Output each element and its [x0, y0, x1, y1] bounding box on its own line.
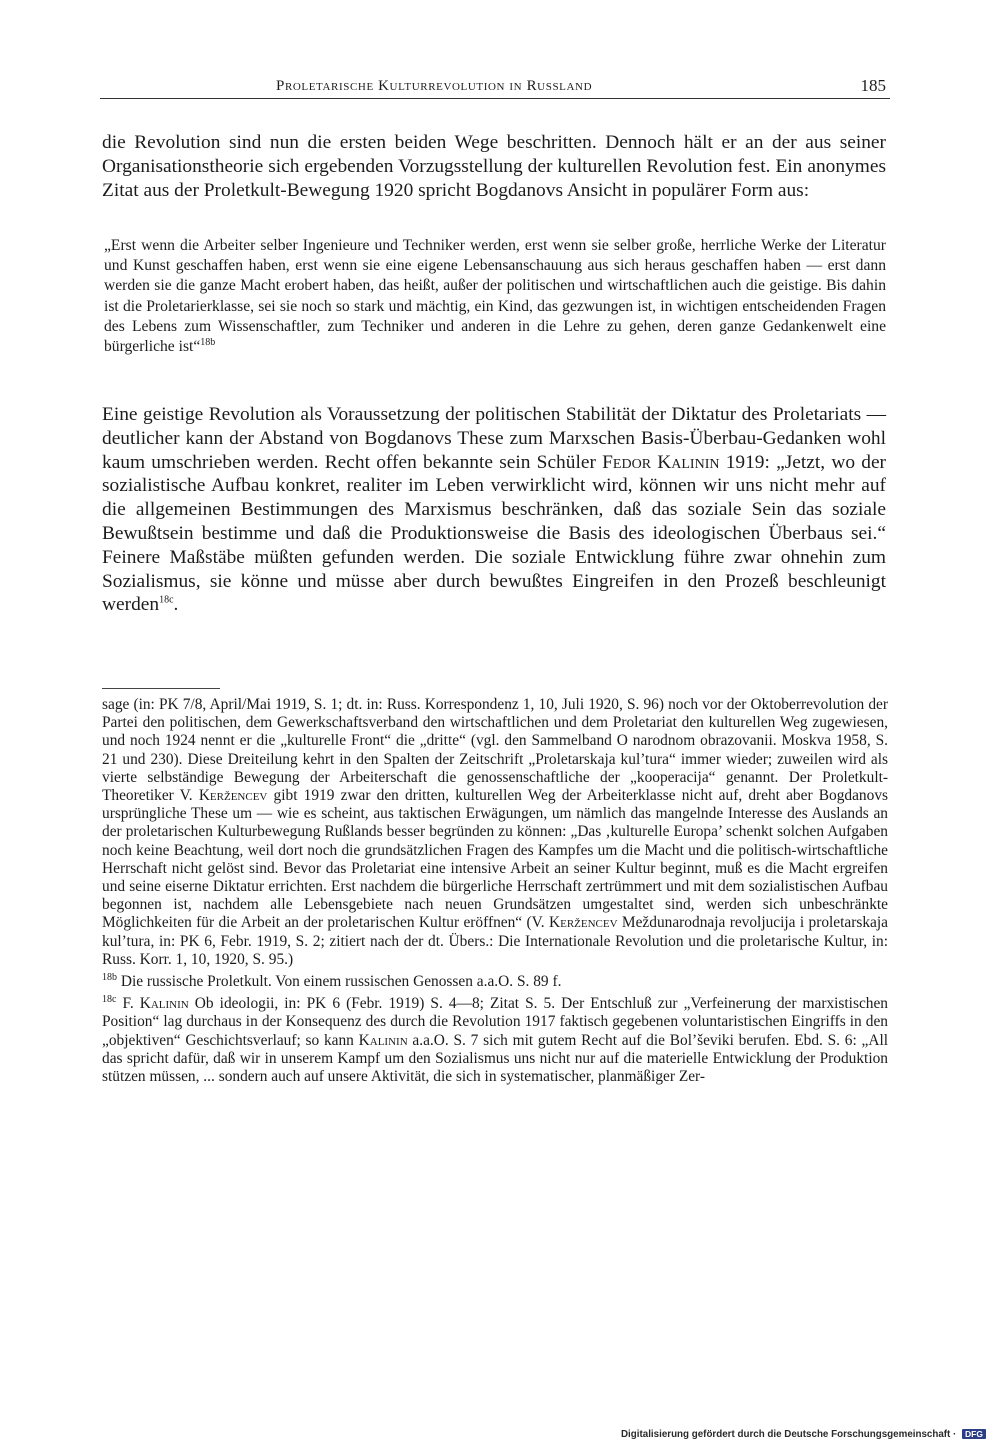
footnote-ref-18c: 18c [159, 594, 174, 606]
footnote-cont-text-b: gibt 1919 zwar den dritten, kulturellen Weg der Arbeiterklasse nicht auf, dreht aber Bogdanovs ursprüngliche These um — wie es scheint, aus taktischen Erwägungen, um nämlich das mangelnde Interesse des Auslands an der proletarischen Kulturbewegung Rußlands besser begründen zu können: „Das ‚kulturelle Europa’ schenkt solchen Aufgaben noch keine Beachtung, weil dort noch die grundsätzlichen Fragen des Kampfes um die Macht und die politisch-wirtschaftliche Herrschaft nicht gelöst sind. Bevor das Proletariat eine intensive Arbeit an seiner Kultur beginnt, muß es die Macht ergreifen und seine eiserne Diktatur errichten. Erst nachdem die bürgerliche Herrschaft zertrümmert und mit dem sozialistischen Aufbau begonnen ist, nachdem alle Lebensgebiete nach neuen Grundsätzen umgestaltet sind, werden sich unbeschränkte Möglichkeiten für die Arbeit an der proletarischen Kultur eröffnen“ (V. [102, 787, 888, 932]
digitization-credit: Digitalisierung gefördert durch die Deutsche Forschungsgemeinschaft · DFG [621, 1429, 986, 1440]
dfg-logo: DFG [962, 1429, 986, 1439]
credit-text: Digitalisierung gefördert durch die Deutsche Forschungsgemeinschaft [620, 1429, 951, 1440]
author-name-kerzencev-2: Keržencev [548, 914, 618, 932]
footnote-18c [102, 995, 888, 1086]
footnote-18b [102, 973, 888, 991]
footnote-18c-text-a: Ob ideologii, in: PK 6 (Febr. 1919) S. 4—8; Zitat S. 5. Der Entschluß zur „Verfeinerung der marxistischen Position“ lag durchaus in der Konsequenz des durch die Revolution 1917 faktisch gegebenen voluntaristischen Eingriffs in den „objektiven“ Geschichtsverlauf; so kann [102, 995, 889, 1049]
author-name-kalinin: Fedor Kalinin [602, 451, 720, 473]
footnote-18c-mark: 18c [102, 994, 117, 1006]
body-paragraph-2 [102, 403, 886, 617]
footnote-cont-text-a: sage (in: PK 7/8, April/Mai 1919, S. 1; dt. in: Russ. Korrespondenz 1, 10, Juli 1920, S. 96) noch vor der Oktoberrevolution der Partei den politischen, dem Gewerkschaftsverband den wirtschaftlichen und dem Proletariat den kulturellen Weg zugewiesen, und noch 1924 nennt er die „kulturelle Front“ die „dritte“ (vgl. den Sammelband O narodnom obrazovanii. Moskva 1958, S. 21 und 230). Diese Dreiteilung kehrt in den Spalten der Zeitschrift „Proletarskaja kul’tura“ immer wieder; zuweilen wird als vierte selbständige Bewegung der Arbeiterschaft die genossenschaftliche der „kooperacija“ genannt. Der Proletkult-Theoretiker V. [102, 696, 888, 805]
running-header [100, 76, 890, 99]
page-number: 185 [860, 76, 886, 95]
footnote-cont-text-c: Meždunarodnaja revoljucija i proletarskaja kul’tura, in: PK 6, Febr. 1919, S. 2; zitiert nach der dt. Übers.: Die Internationale Revolution und die proletarische Kultur, in: Russ. Korr. 1, 10, 1920, S. 95.) [102, 914, 888, 968]
paragraph-2-end: . [173, 594, 179, 616]
author-name-kerzencev-1: Keržencev [198, 787, 268, 805]
footnote-18c-text-b: a.a.O. S. 7 sich mit gutem Recht auf die Bol’ševiki berufen. Ebd. S. 6: „All das spricht dafür, daß wir in unserem Kampf um den Sozialismus uns nicht nur auf die materielle Entwicklung der Produktion stützen müssen, ... sondern auch auf unsere Aktivität, die sich in systematischer, planmäßiger Zer- [102, 1031, 888, 1086]
block-quote [104, 236, 886, 357]
paragraph-2-text-b: 1919: „Jetzt, wo der sozialistische Aufbau konkret, realiter im Leben verwirklicht wird, können wir uns nicht mehr auf die allgemeinen Bestimmungen des Marxismus beschränken, daß das soziale Sein das soziale Bewußtsein bestimme und daß die Produktionsweise die Basis des ideologischen Überbaus sei.“ Feinere Maßstäbe müßten gefunden werden. Die soziale Entwicklung führe zwar ohnehin zum Sozialismus, sie könne und müsse aber durch bewußtes Eingreifen in den Prozeß beschleunigt werden [102, 451, 887, 616]
author-name-kalinin-2: Kalinin [358, 1031, 408, 1049]
quote-text: „Erst wenn die Arbeiter selber Ingenieure und Techniker werden, erst wenn sie selber große, herrliche Werke der Literatur und Kunst geschaffen haben, erst wenn sie eine eigene Lebensanschauung aus sich heraus geschaffen haben — erst dann werden sie die ganze Macht erobert haben, das heißt, außer der politischen und wirtschaftlichen auch die geistige. Bis dahin ist die Proletarierklasse, sei sie noch so stark und mächtig, ein Kind, das gezwungen ist, in wichtigen entscheidenden Fragen des Lebens zum Wissenschaftler, zum Techniker und anderen in die Lehre zu gehen, deren ganze Gedankenwelt eine bürgerliche ist“ [104, 237, 886, 356]
footnote-divider [102, 688, 220, 689]
body-paragraph-1: die Revolution sind nun die ersten beiden Wege beschritten. Dennoch hält er an der aus seiner Organisationstheorie sich ergebenden Vorzugsstellung der kulturellen Revolution fest. Ein anonymes Zitat aus der Proletkult-Bewegung 1920 spricht Bogdanovs Ansicht in populärer Form aus: [102, 132, 886, 201]
footnote-ref-18b: 18b [200, 336, 216, 348]
author-name-f-kalinin: F. Kalinin [122, 995, 189, 1013]
footnotes [102, 696, 888, 1090]
footnote-18b-mark: 18b [102, 971, 117, 983]
paragraph-2-text-a: Eine geistige Revolution als Voraussetzung der politischen Stabilität der Diktatur des Proletariats — deutlicher kann der Abstand von Bogdanovs These zum Marxschen Basis-Überbau-Gedanken wohl kaum umschrieben werden. Recht offen bekannte sein Schüler [102, 404, 886, 473]
running-title: Proletarische Kulturrevolution in Russland [276, 78, 593, 94]
footnote-continuation [102, 696, 888, 969]
footnote-18b-text: Die russische Proletkult. Von einem russischen Genossen a.a.O. S. 89 f. [117, 973, 562, 991]
